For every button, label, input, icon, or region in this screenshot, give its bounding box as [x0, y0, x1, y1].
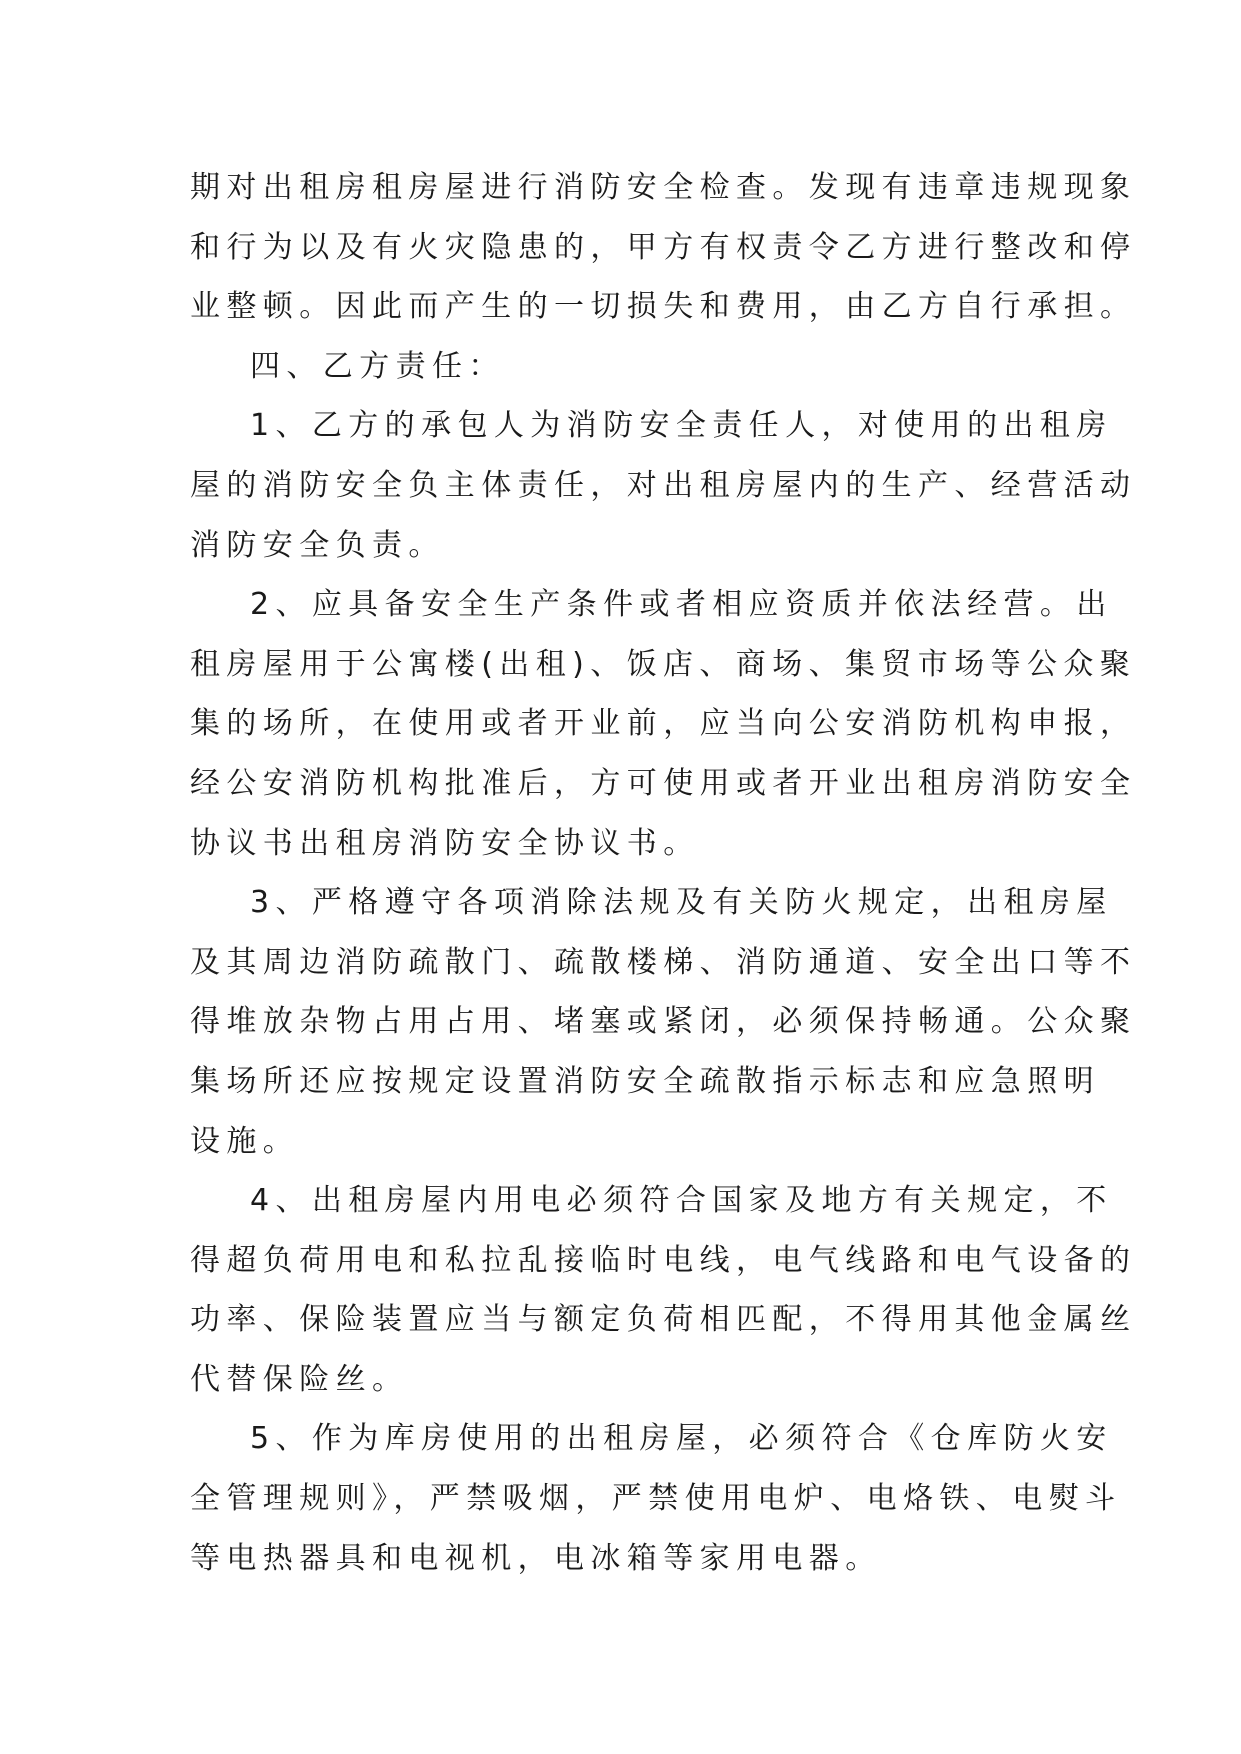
- text-line: 设施。: [190, 1123, 300, 1159]
- text-line: 协议书出租房消防安全协议书。: [190, 825, 700, 861]
- text-line: 期对出租房租房屋进行消防安全检查。发现有违章违规现象: [190, 170, 1137, 205]
- text-line: 3、严格遵守各项消除法规及有关防火规定，出租房屋: [250, 885, 1113, 921]
- section-heading: 四、乙方责任：: [250, 348, 505, 384]
- text-line: 业整顿。因此而产生的一切损失和费用，由乙方自行承担。: [190, 289, 1137, 325]
- text-line: 租房屋用于公寓楼(出租)、饭店、商场、集贸市场等公众聚: [190, 646, 1137, 682]
- text-line: 1、乙方的承包人为消防安全责任人，对使用的出租房: [250, 408, 1113, 444]
- text-line: 全管理规则》，严禁吸烟，严禁使用电炉、电烙铁、电熨斗: [190, 1481, 1122, 1517]
- text-line: 和行为以及有火灾隐患的，甲方有权责令乙方进行整改和停: [190, 229, 1137, 265]
- text-line: 代替保险丝。: [190, 1361, 409, 1397]
- document-body: [190, 158, 1137, 1588]
- text-line: 屋的消防安全负主体责任，对出租房屋内的生产、经营活动: [190, 467, 1137, 503]
- text-line: 2、应具备安全生产条件或者相应资质并依法经营。出: [250, 587, 1113, 623]
- text-line: 集的场所，在使用或者开业前，应当向公安消防机构申报，: [190, 706, 1137, 742]
- text-line: 得超负荷用电和私拉乱接临时电线，电气线路和电气设备的: [190, 1242, 1137, 1278]
- text-line: 及其周边消防疏散门、疏散楼梯、消防通道、安全出口等不: [190, 944, 1137, 980]
- text-line: 功率、保险装置应当与额定负荷相匹配，不得用其他金属丝: [190, 1302, 1137, 1338]
- text-line: 5、作为库房使用的出租房屋，必须符合《仓库防火安: [250, 1421, 1113, 1457]
- text-line: 等电热器具和电视机，电冰箱等家用电器。: [190, 1540, 882, 1576]
- text-line: 经公安消防机构批准后，方可使用或者开业出租房消防安全: [190, 765, 1137, 801]
- text-line: 得堆放杂物占用占用、堵塞或紧闭，必须保持畅通。公众聚: [190, 1004, 1137, 1040]
- text-line: 4、出租房屋内用电必须符合国家及地方有关规定，不: [250, 1183, 1113, 1219]
- text-line: 消防安全负责。: [190, 527, 445, 563]
- text-line: 集场所还应按规定设置消防安全疏散指示标志和应急照明: [190, 1063, 1100, 1099]
